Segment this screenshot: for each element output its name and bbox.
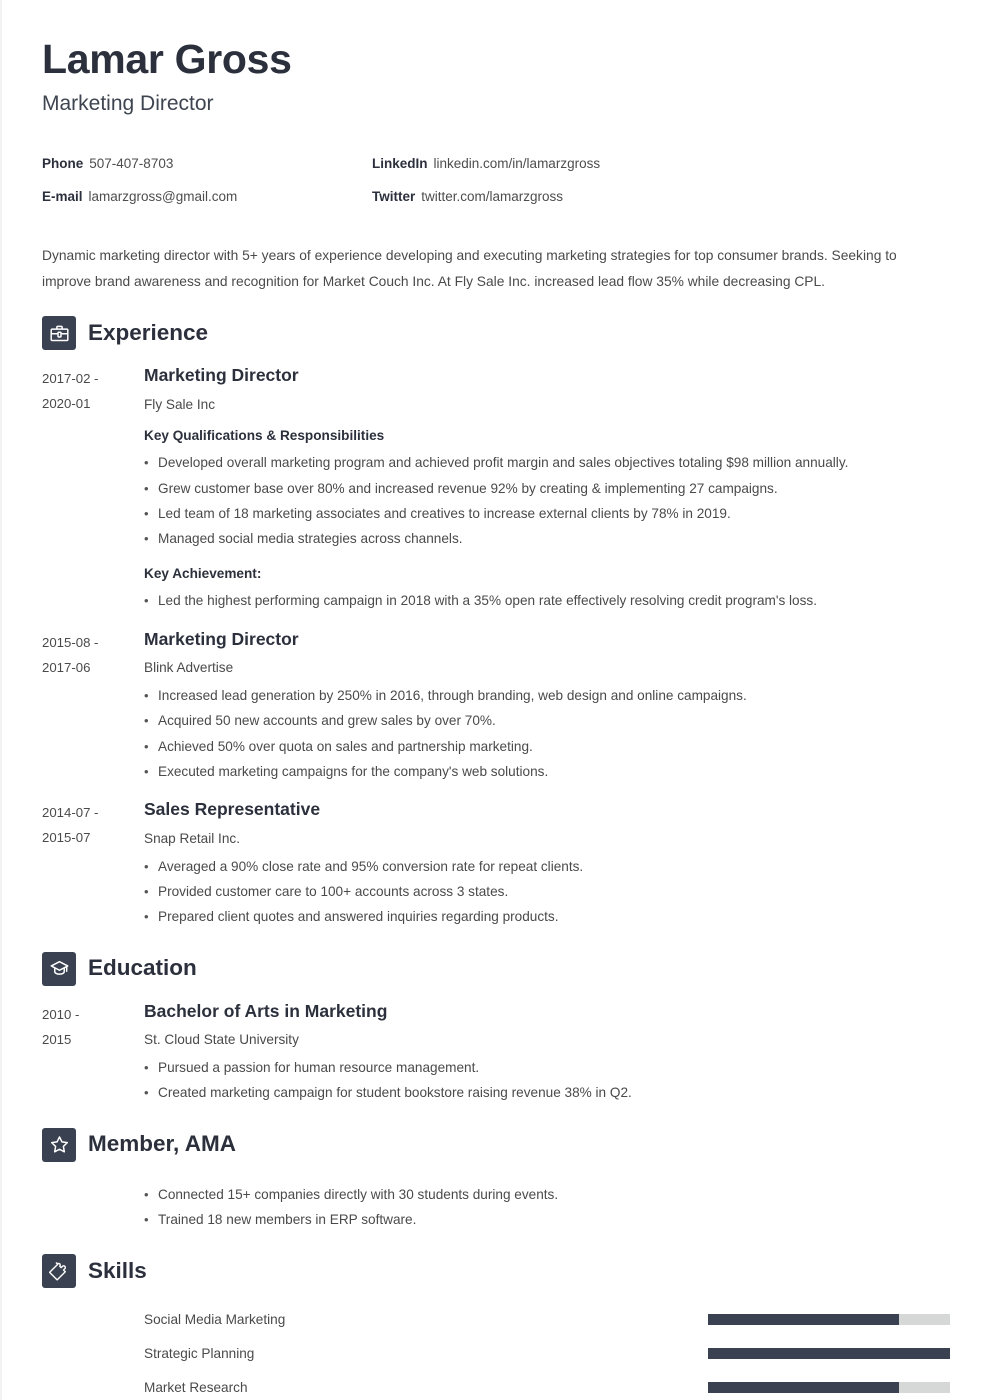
skill-name: Social Media Marketing <box>144 1311 286 1327</box>
skills-list <box>144 1302 950 1400</box>
list-item: • Achieved 50% over quota on sales and partnership marketing. <box>144 734 950 759</box>
entry-body <box>144 798 950 929</box>
membership-entry <box>42 1176 950 1233</box>
skill-name: Market Research <box>144 1379 248 1395</box>
experience-entry <box>42 364 950 613</box>
contact-row-phone <box>42 147 372 180</box>
contact-row-twitter <box>372 180 702 213</box>
entry-date <box>42 628 144 785</box>
contact-value-phone[interactable]: 507-407-8703 <box>89 156 174 172</box>
skill-row <box>144 1336 950 1370</box>
contact-info <box>42 147 950 213</box>
section-title-experience: Experience <box>88 320 209 346</box>
skill-level-fill <box>708 1382 899 1393</box>
entry-date-end: 2017-06 <box>42 659 91 675</box>
experience-entry <box>42 798 950 929</box>
entry-organization: Blink Advertise <box>144 660 234 676</box>
entry-subheading-achievement: Key Achievement: <box>144 565 262 581</box>
list-item: • Developed overall marketing program and achieved profit margin and sales objectives totaling $98 million annually. <box>144 450 950 475</box>
list-item: • Led team of 18 marketing associates and creatives to increase external clients by 78% in 2019. <box>144 501 950 526</box>
graduation-cap-icon <box>42 952 76 986</box>
entry-bullet-list <box>144 1182 950 1233</box>
entry-date <box>42 798 144 929</box>
section-header-experience <box>42 316 950 350</box>
entry-subheading: Key Qualifications & Responsibilities <box>144 427 385 443</box>
entry-date-start: 2015-08 - <box>42 634 99 650</box>
professional-summary: Dynamic marketing director with 5+ years of experience developing and executing marketing strategies for top consumer brands. Seeking to improve brand awareness and recognition for Market Couch Inc. At Fly Sale Inc. increased lead flow 35% while decreasing CPL. <box>42 248 897 289</box>
entry-organization: Fly Sale Inc <box>144 397 216 413</box>
contact-value-email[interactable]: lamarzgross@gmail.com <box>88 189 238 205</box>
skill-level-bar <box>708 1382 950 1393</box>
list-item: • Pursued a passion for human resource management. <box>144 1055 950 1080</box>
section-skills <box>42 1254 950 1400</box>
skill-row <box>144 1370 950 1400</box>
entry-title: Sales Representative <box>144 799 321 820</box>
list-item: • Grew customer base over 80% and increased revenue 92% by creating & implementing 27 campaigns. <box>144 476 950 501</box>
section-title-membership: Member, AMA <box>88 1131 236 1157</box>
entry-date-start: 2014-07 - <box>42 805 99 821</box>
entry-body <box>144 1176 950 1233</box>
experience-entry <box>42 628 950 785</box>
entry-date-start: 2010 - <box>42 1006 80 1022</box>
entry-title: Marketing Director <box>144 628 299 649</box>
entry-bullet-list <box>144 683 950 784</box>
contact-column-right <box>372 147 702 213</box>
list-item: • Executed marketing campaigns for the company's web solutions. <box>144 759 950 784</box>
section-header-skills <box>42 1254 950 1288</box>
entry-title: Bachelor of Arts in Marketing <box>144 1000 388 1021</box>
briefcase-icon <box>42 316 76 350</box>
entry-title: Marketing Director <box>144 365 299 386</box>
entry-bullet-list <box>144 1055 950 1106</box>
list-item: • Managed social media strategies across channels. <box>144 526 950 551</box>
section-title-education: Education <box>88 955 197 981</box>
skill-level-bar <box>708 1314 950 1325</box>
list-item: • Trained 18 new members in ERP software. <box>144 1207 950 1232</box>
entry-date-start: 2017-02 - <box>42 371 99 387</box>
section-header-education <box>42 952 950 986</box>
contact-row-linkedin <box>372 147 702 180</box>
entry-body <box>144 628 950 785</box>
list-item: • Led the highest performing campaign in 2018 with a 35% open rate effectively resolving credit program's loss. <box>144 588 950 613</box>
list-item: • Prepared client quotes and answered inquiries regarding products. <box>144 904 950 929</box>
entry-organization: Snap Retail Inc. <box>144 830 240 846</box>
section-title-skills: Skills <box>88 1257 147 1283</box>
entry-bullet-list-achievement <box>144 588 950 613</box>
list-item: • Increased lead generation by 250% in 2016, through branding, web design and online campaigns. <box>144 683 950 708</box>
entry-date <box>42 1000 144 1106</box>
skill-row <box>144 1302 950 1336</box>
entry-date <box>42 364 144 613</box>
entry-body <box>144 364 950 613</box>
star-icon <box>42 1128 76 1162</box>
list-item: • Acquired 50 new accounts and grew sales by over 70%. <box>144 708 950 733</box>
skill-level-bar <box>708 1348 950 1359</box>
education-entry <box>42 1000 950 1106</box>
contact-column-left <box>42 147 372 213</box>
contact-label-email: E-mail <box>42 189 83 205</box>
section-education <box>42 952 950 1106</box>
entry-organization: St. Cloud State University <box>144 1032 299 1048</box>
entry-bullet-list <box>144 854 950 930</box>
entry-date-end: 2015-07 <box>42 830 91 846</box>
contact-label-twitter: Twitter <box>372 189 416 205</box>
job-title: Marketing Director <box>42 92 214 116</box>
entry-date-end: 2015 <box>42 1031 72 1047</box>
contact-row-email <box>42 180 372 213</box>
skill-level-fill <box>708 1348 950 1359</box>
section-experience <box>42 316 950 929</box>
section-header-membership <box>42 1128 950 1162</box>
list-item: • Connected 15+ companies directly with 30 students during events. <box>144 1182 950 1207</box>
contact-value-twitter[interactable]: twitter.com/lamarzgross <box>421 189 564 205</box>
contact-label-linkedin: LinkedIn <box>372 156 428 172</box>
entry-date-end: 2020-01 <box>42 396 91 412</box>
section-membership <box>42 1128 950 1233</box>
contact-value-linkedin[interactable]: linkedin.com/in/lamarzgross <box>433 156 601 172</box>
list-item: • Averaged a 90% close rate and 95% conversion rate for repeat clients. <box>144 854 950 879</box>
skill-name: Strategic Planning <box>144 1345 255 1361</box>
list-item: • Created marketing campaign for student bookstore raising revenue 38% in Q2. <box>144 1080 950 1105</box>
page-title: Lamar Gross <box>42 36 292 82</box>
skill-level-fill <box>708 1314 899 1325</box>
contact-label-phone: Phone <box>42 156 84 172</box>
entry-bullet-list <box>144 450 950 551</box>
list-item: • Provided customer care to 100+ accounts across 3 states. <box>144 879 950 904</box>
entry-body <box>144 1000 950 1106</box>
puzzle-piece-icon <box>42 1254 76 1288</box>
